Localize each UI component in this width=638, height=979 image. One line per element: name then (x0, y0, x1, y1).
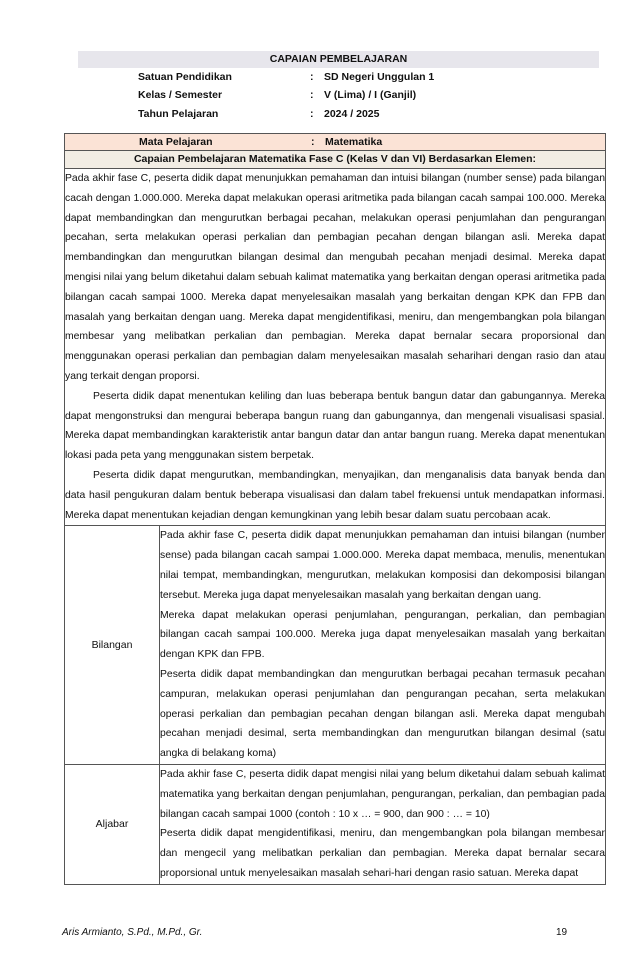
cp-heading: Capaian Pembelajaran Matematika Fase C (Kelas V dan VI) Berdasarkan Elemen: (65, 151, 606, 169)
info-label: Kelas / Semester (138, 89, 223, 101)
page-number: 19 (556, 927, 568, 938)
cp-paragraph: Peserta didik dapat mengurutkan, membandingkan, menyajikan, dan menganalisis data banyak benda dan data hasil pengukuran dalam bentuk beberapa visualisasi dan dalam tabel frekuensi untuk mendapatkan informasi. Mereka dapat menentukan kejadian dengan kemungkinan yang lebih besar dalam suatu percobaan acak. (65, 469, 605, 521)
info-value: 2024 / 2025 (324, 108, 380, 120)
element-paragraph: Mereka dapat melakukan operasi penjumlahan, pengurangan, perkalian, dan pembagian bilangan cacah sampai 100.000. Mereka juga dapat menyelesaikan masalah yang berkaitan dengan KPK dan FPB. (160, 609, 605, 661)
mapel-row (65, 134, 606, 151)
page-title: CAPAIAN PEMBELAJARAN (78, 51, 599, 68)
info-value: V (Lima) / I (Ganjil) (324, 89, 417, 101)
mapel-colon: : (311, 136, 315, 148)
info-colon: : (310, 108, 314, 120)
element-paragraph: Peserta didik dapat mengidentifikasi, meniru, dan mengembangkan pola bilangan membesar dan mengecil yang melibatkan perkalian dan pembagian. Mereka dapat bernalar secara proporsional untuk menyelesaikan masalah sehari-hari dengan rasio satuan. Mereka dapat (160, 828, 605, 879)
element-paragraph: Peserta didik dapat membandingkan dan mengurutkan berbagai pecahan termasuk pecahan campuran, melakukan operasi penjumlahan dan pengurangan pecahan, serta melakukan operasi perkalian dan pembagian pecahan dengan bilangan asli. Mereka dapat mengubah pecahan menjadi desimal, serta membandingkan dan mengurutkan bilangan desimal (satu angka di belakang koma) (160, 668, 605, 760)
cp-paragraph: Pada akhir fase C, peserta didik dapat menunjukkan pemahaman dan intuisi bilangan (number sense) pada bilangan cacah dengan 1.000.000. Mereka dapat melakukan operasi aritmetika pada bilangan cacah sampai 100.000. Mereka dapat membandingkan dan mengurutkan berbagai pecahan, melakukan operasi penjumlahan dan pengurangan pecahan, serta melakukan operasi perkalian dan pembagian pecahan dengan bilangan asli. Mereka dapat membandingkan dan mengurutkan bilangan desimal dan mengubah pecahan menjadi desimal. Mereka dapat mengisi nilai yang belum diketahui dalam sebuah kalimat matematika yang berkaitan dengan operasi aritmetika pada bilangan cacah sampai 1000. Mereka dapat menyelesaikan masalah yang berkaitan dengan KPK dan FPB dan masalah yang berkaitan dengan uang. Mereka dapat mengidentifikasi, meniru, dan mengembangkan pola bilangan membesar yang melibatkan perkalian dan pembagian. Mereka dapat bernalar secara proporsional dan menggunakan operasi perkalian dan pembagian dalam menyelesaikan masalah seharihari dengan rasio dan atau yang terkait dengan proporsi. (65, 173, 605, 382)
element-paragraph: Pada akhir fase C, peserta didik dapat menunjukkan pemahaman dan intuisi bilangan (number sense) pada bilangan cacah sampai 1.000.000. Mereka dapat membaca, menulis, menentukan nilai tempat, membandingkan, mengurutkan, melakukan komposisi dan dekomposisi bilangan tersebut. Mereka juga dapat menyelesaikan masalah yang berkaitan dengan uang. (160, 530, 605, 601)
cp-general-description (65, 169, 606, 526)
info-colon: : (310, 71, 314, 83)
element-name-aljabar: Aljabar (65, 764, 160, 884)
element-name-bilangan: Bilangan (65, 526, 160, 765)
footer-author: Aris Armianto, S.Pd., M.Pd., Gr. (62, 927, 203, 938)
mapel-label: Mata Pelajaran (139, 136, 213, 148)
mapel-value: Matematika (325, 136, 383, 148)
info-label: Satuan Pendidikan (138, 71, 232, 83)
element-text-aljabar (160, 764, 606, 884)
cp-paragraph: Peserta didik dapat menentukan keliling dan luas beberapa bentuk bangun datar dan gabungannya. Mereka dapat mengonstruksi dan mengurai beberapa bangun ruang dan gabungannya, dan mengenali visualisasi spasial. Mereka dapat membandingkan karakteristik antar bangun datar dan antar bangun ruang. Mereka dapat menentukan lokasi pada peta yang menggunakan sistem berpetak. (65, 390, 605, 462)
element-text-bilangan (160, 526, 606, 765)
element-paragraph: Pada akhir fase C, peserta didik dapat mengisi nilai yang belum diketahui dalam sebuah kalimat matematika yang berkaitan dengan penjumlahan, pengurangan, perkalian, dan pembagian pada bilangan cacah sampai 1000 (contoh : 10 x … = 900, dan 900 : … = 10) (160, 768, 605, 820)
info-colon: : (310, 89, 314, 101)
cp-table (64, 133, 606, 885)
info-label: Tahun Pelajaran (138, 108, 219, 120)
info-value: SD Negeri Unggulan 1 (324, 71, 435, 83)
